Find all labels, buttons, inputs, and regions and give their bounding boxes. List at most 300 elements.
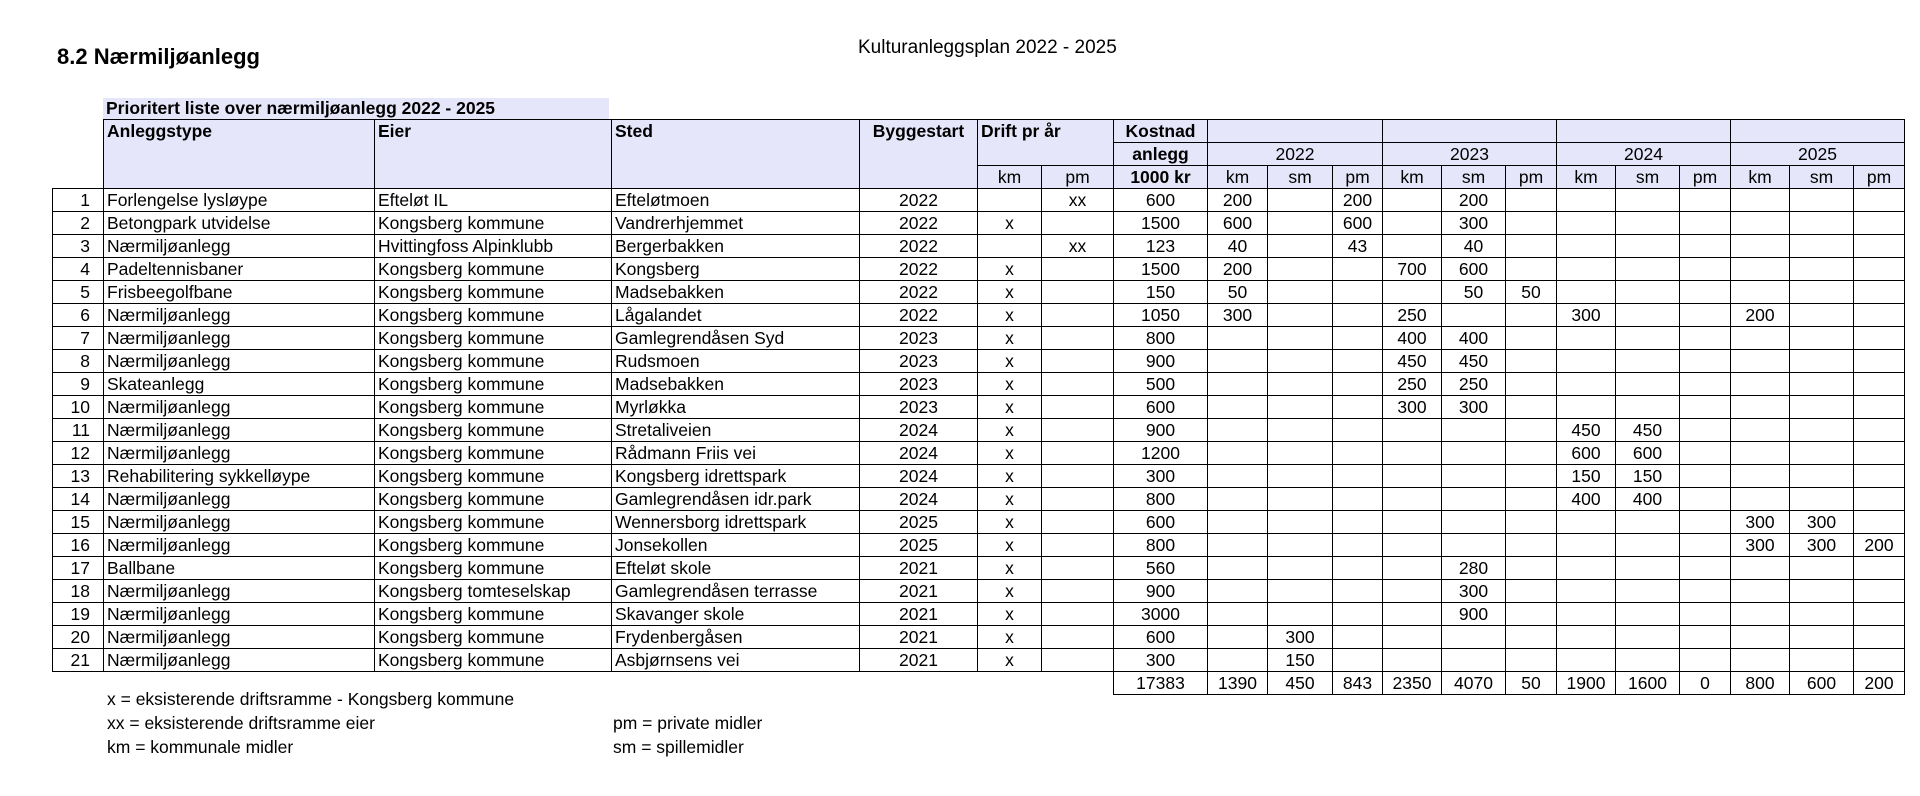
pm-2024-cell	[1680, 327, 1731, 350]
table-row	[53, 281, 1905, 304]
sm-2022-cell	[1268, 350, 1333, 373]
pm-2025-cell	[1854, 258, 1905, 281]
pm-2025-cell	[1854, 304, 1905, 327]
cost-cell: 600	[1114, 189, 1208, 212]
pm-2022-cell	[1333, 465, 1383, 488]
pm-2022-cell	[1333, 350, 1383, 373]
col-header-drift-km: km	[978, 166, 1042, 189]
start-year-cell: 2022	[860, 235, 978, 258]
owner-cell: Kongsberg kommune	[375, 511, 612, 534]
sm-2023-cell: 300	[1442, 580, 1506, 603]
pm-2023-cell	[1506, 534, 1557, 557]
drift-km-cell: x	[978, 465, 1042, 488]
sm-2022-cell	[1268, 534, 1333, 557]
owner-cell: Kongsberg kommune	[375, 212, 612, 235]
pm-2024-cell	[1680, 235, 1731, 258]
cost-cell: 800	[1114, 327, 1208, 350]
table-row	[53, 649, 1905, 672]
table-row	[53, 235, 1905, 258]
pm-2025-cell	[1854, 327, 1905, 350]
sm-2025-cell	[1790, 626, 1854, 649]
sm-2024-cell	[1616, 396, 1680, 419]
total-pm-2025: 200	[1854, 672, 1905, 695]
place-cell: Madsebakken	[612, 373, 860, 396]
table-row	[53, 419, 1905, 442]
km-2025-cell	[1731, 189, 1790, 212]
km-2024-cell	[1557, 511, 1616, 534]
pm-2025-cell	[1854, 603, 1905, 626]
owner-cell: Kongsberg kommune	[375, 281, 612, 304]
cost-cell: 600	[1114, 626, 1208, 649]
pm-2023-cell	[1506, 235, 1557, 258]
drift-pm-cell	[1042, 557, 1114, 580]
pm-2022-cell: 200	[1333, 189, 1383, 212]
pm-2022-cell	[1333, 511, 1383, 534]
start-year-cell: 2021	[860, 580, 978, 603]
pm-2025-cell	[1854, 281, 1905, 304]
sm-2024-cell	[1616, 373, 1680, 396]
type-cell: Nærmiljøanlegg	[104, 603, 375, 626]
km-2023-cell	[1383, 511, 1442, 534]
km-2024-cell	[1557, 212, 1616, 235]
sm-2025-cell	[1790, 580, 1854, 603]
total-km-2024: 1900	[1557, 672, 1616, 695]
drift-pm-cell	[1042, 281, 1114, 304]
km-2022-cell	[1208, 488, 1268, 511]
sm-2022-cell	[1268, 327, 1333, 350]
km-2024-cell	[1557, 327, 1616, 350]
pm-2023-cell	[1506, 442, 1557, 465]
table-row	[53, 442, 1905, 465]
place-cell: Stretaliveien	[612, 419, 860, 442]
pm-2022-cell: 600	[1333, 212, 1383, 235]
pm-2024-cell	[1680, 189, 1731, 212]
km-2022-cell: 200	[1208, 189, 1268, 212]
col-header-km: km	[1383, 166, 1442, 189]
km-2025-cell: 200	[1731, 304, 1790, 327]
table-row	[53, 258, 1905, 281]
row-number: 15	[53, 511, 104, 534]
sm-2025-cell	[1790, 442, 1854, 465]
sm-2023-cell	[1442, 534, 1506, 557]
pm-2024-cell	[1680, 396, 1731, 419]
drift-km-cell: x	[978, 442, 1042, 465]
sm-2024-cell	[1616, 281, 1680, 304]
start-year-cell: 2022	[860, 258, 978, 281]
sm-2023-cell: 300	[1442, 212, 1506, 235]
start-year-cell: 2024	[860, 488, 978, 511]
total-pm-2022: 843	[1333, 672, 1383, 695]
start-year-cell: 2024	[860, 442, 978, 465]
row-number: 17	[53, 557, 104, 580]
km-2023-cell	[1383, 419, 1442, 442]
km-2024-cell	[1557, 534, 1616, 557]
pm-2025-cell	[1854, 189, 1905, 212]
km-2025-cell	[1731, 442, 1790, 465]
km-2023-cell	[1383, 649, 1442, 672]
sm-2022-cell	[1268, 212, 1333, 235]
drift-km-cell: x	[978, 373, 1042, 396]
sm-2025-cell	[1790, 419, 1854, 442]
row-number: 13	[53, 465, 104, 488]
drift-pm-cell	[1042, 534, 1114, 557]
sm-2023-cell	[1442, 442, 1506, 465]
table-row	[53, 534, 1905, 557]
col-header-sm: sm	[1790, 166, 1854, 189]
pm-2025-cell	[1854, 465, 1905, 488]
row-number: 14	[53, 488, 104, 511]
km-2025-cell	[1731, 281, 1790, 304]
km-2022-cell: 50	[1208, 281, 1268, 304]
km-2025-cell	[1731, 557, 1790, 580]
col-header-owner: Eier	[375, 120, 612, 189]
pm-2023-cell	[1506, 626, 1557, 649]
total-sm-2024: 1600	[1616, 672, 1680, 695]
cost-cell: 800	[1114, 534, 1208, 557]
year-spacer	[1208, 120, 1383, 143]
km-2025-cell	[1731, 603, 1790, 626]
km-2025-cell	[1731, 488, 1790, 511]
pm-2023-cell	[1506, 373, 1557, 396]
sm-2024-cell	[1616, 212, 1680, 235]
sm-2025-cell: 300	[1790, 534, 1854, 557]
year-header-2022: 2022	[1208, 143, 1383, 166]
table-row	[53, 488, 1905, 511]
col-header-pm: pm	[1854, 166, 1905, 189]
total-pm-2024: 0	[1680, 672, 1731, 695]
type-cell: Nærmiljøanlegg	[104, 350, 375, 373]
start-year-cell: 2023	[860, 327, 978, 350]
km-2024-cell	[1557, 235, 1616, 258]
drift-pm-cell	[1042, 511, 1114, 534]
col-header-km: km	[1557, 166, 1616, 189]
sm-2023-cell: 200	[1442, 189, 1506, 212]
pm-2024-cell	[1680, 350, 1731, 373]
sm-2024-cell	[1616, 626, 1680, 649]
table-caption: Prioritert liste over nærmiljøanlegg 2022 - 2025	[103, 98, 609, 119]
pm-2022-cell	[1333, 557, 1383, 580]
drift-km-cell	[978, 235, 1042, 258]
type-cell: Nærmiljøanlegg	[104, 626, 375, 649]
document-header: Kulturanleggsplan 2022 - 2025	[858, 37, 1117, 58]
sm-2022-cell: 150	[1268, 649, 1333, 672]
km-2024-cell: 150	[1557, 465, 1616, 488]
pm-2022-cell	[1333, 442, 1383, 465]
total-cost: 17383	[1114, 672, 1208, 695]
sm-2024-cell	[1616, 534, 1680, 557]
pm-2022-cell	[1333, 258, 1383, 281]
legend-pm: pm = private midler	[613, 713, 763, 733]
sm-2022-cell	[1268, 580, 1333, 603]
cost-cell: 600	[1114, 511, 1208, 534]
drift-km-cell: x	[978, 304, 1042, 327]
pm-2023-cell	[1506, 557, 1557, 580]
pm-2024-cell	[1680, 534, 1731, 557]
place-cell: Gamlegrendåsen terrasse	[612, 580, 860, 603]
row-number: 20	[53, 626, 104, 649]
pm-2023-cell	[1506, 419, 1557, 442]
sm-2022-cell	[1268, 488, 1333, 511]
drift-km-cell: x	[978, 396, 1042, 419]
pm-2025-cell	[1854, 396, 1905, 419]
sm-2022-cell	[1268, 304, 1333, 327]
col-header-cost-mid: anlegg	[1114, 143, 1208, 166]
km-2023-cell	[1383, 281, 1442, 304]
km-2023-cell: 250	[1383, 373, 1442, 396]
drift-pm-cell: xx	[1042, 189, 1114, 212]
km-2023-cell: 300	[1383, 396, 1442, 419]
pm-2023-cell	[1506, 304, 1557, 327]
year-header-2023: 2023	[1383, 143, 1557, 166]
pm-2022-cell	[1333, 626, 1383, 649]
start-year-cell: 2022	[860, 212, 978, 235]
sm-2024-cell	[1616, 304, 1680, 327]
index-header	[53, 120, 104, 189]
drift-km-cell: x	[978, 419, 1042, 442]
type-cell: Frisbeegolfbane	[104, 281, 375, 304]
type-cell: Nærmiljøanlegg	[104, 442, 375, 465]
km-2025-cell	[1731, 465, 1790, 488]
owner-cell: Kongsberg kommune	[375, 442, 612, 465]
row-number: 8	[53, 350, 104, 373]
drift-pm-cell: xx	[1042, 235, 1114, 258]
pm-2023-cell	[1506, 350, 1557, 373]
drift-pm-cell	[1042, 258, 1114, 281]
cost-cell: 1050	[1114, 304, 1208, 327]
pm-2022-cell	[1333, 580, 1383, 603]
pm-2023-cell	[1506, 212, 1557, 235]
pm-2022-cell	[1333, 396, 1383, 419]
start-year-cell: 2022	[860, 281, 978, 304]
pm-2024-cell	[1680, 258, 1731, 281]
sm-2024-cell	[1616, 649, 1680, 672]
pm-2024-cell	[1680, 511, 1731, 534]
pm-2023-cell	[1506, 396, 1557, 419]
km-2025-cell	[1731, 350, 1790, 373]
pm-2025-cell	[1854, 488, 1905, 511]
pm-2022-cell	[1333, 534, 1383, 557]
drift-km-cell: x	[978, 488, 1042, 511]
km-2023-cell	[1383, 212, 1442, 235]
pm-2023-cell: 50	[1506, 281, 1557, 304]
place-cell: Asbjørnsens vei	[612, 649, 860, 672]
drift-km-cell: x	[978, 626, 1042, 649]
sm-2025-cell	[1790, 488, 1854, 511]
km-2025-cell	[1731, 212, 1790, 235]
place-cell: Madsebakken	[612, 281, 860, 304]
drift-km-cell: x	[978, 603, 1042, 626]
table-body	[53, 189, 1905, 672]
owner-cell: Kongsberg kommune	[375, 258, 612, 281]
pm-2024-cell	[1680, 304, 1731, 327]
sm-2023-cell: 400	[1442, 327, 1506, 350]
sm-2025-cell	[1790, 189, 1854, 212]
sm-2024-cell	[1616, 511, 1680, 534]
table-row	[53, 557, 1905, 580]
pm-2023-cell	[1506, 258, 1557, 281]
sm-2022-cell	[1268, 396, 1333, 419]
sm-2022-cell	[1268, 442, 1333, 465]
owner-cell: Kongsberg kommune	[375, 557, 612, 580]
sm-2023-cell: 900	[1442, 603, 1506, 626]
pm-2022-cell	[1333, 281, 1383, 304]
type-cell: Nærmiljøanlegg	[104, 304, 375, 327]
table-row	[53, 511, 1905, 534]
table-row	[53, 212, 1905, 235]
sm-2025-cell	[1790, 235, 1854, 258]
km-2024-cell	[1557, 626, 1616, 649]
sm-2024-cell: 600	[1616, 442, 1680, 465]
start-year-cell: 2022	[860, 304, 978, 327]
table-row	[53, 396, 1905, 419]
table-row	[53, 465, 1905, 488]
km-2022-cell: 200	[1208, 258, 1268, 281]
owner-cell: Hvittingfoss Alpinklubb	[375, 235, 612, 258]
legend-km: km = kommunale midler	[107, 737, 294, 757]
pm-2025-cell	[1854, 580, 1905, 603]
facility-table	[52, 119, 1905, 695]
legend-x: x = eksisterende driftsramme - Kongsberg kommune	[107, 689, 515, 709]
drift-km-cell: x	[978, 511, 1042, 534]
owner-cell: Kongsberg kommune	[375, 465, 612, 488]
pm-2025-cell	[1854, 557, 1905, 580]
sm-2025-cell	[1790, 281, 1854, 304]
sm-2023-cell: 300	[1442, 396, 1506, 419]
table-row	[53, 373, 1905, 396]
row-number: 7	[53, 327, 104, 350]
type-cell: Nærmiljøanlegg	[104, 327, 375, 350]
row-number: 19	[53, 603, 104, 626]
sm-2024-cell	[1616, 327, 1680, 350]
km-2024-cell	[1557, 373, 1616, 396]
km-2022-cell	[1208, 350, 1268, 373]
year-spacer	[1557, 120, 1731, 143]
km-2024-cell: 600	[1557, 442, 1616, 465]
col-header-km: km	[1731, 166, 1790, 189]
sm-2022-cell	[1268, 281, 1333, 304]
drift-pm-cell	[1042, 350, 1114, 373]
cost-cell: 150	[1114, 281, 1208, 304]
pm-2023-cell	[1506, 603, 1557, 626]
cost-cell: 900	[1114, 419, 1208, 442]
place-cell: Kongsberg	[612, 258, 860, 281]
km-2025-cell	[1731, 419, 1790, 442]
sm-2023-cell: 450	[1442, 350, 1506, 373]
cost-cell: 1500	[1114, 212, 1208, 235]
km-2025-cell	[1731, 327, 1790, 350]
place-cell: Rudsmoen	[612, 350, 860, 373]
sm-2024-cell	[1616, 557, 1680, 580]
type-cell: Nærmiljøanlegg	[104, 488, 375, 511]
row-number: 5	[53, 281, 104, 304]
km-2022-cell	[1208, 442, 1268, 465]
type-cell: Padeltennisbaner	[104, 258, 375, 281]
pm-2024-cell	[1680, 419, 1731, 442]
place-cell: Jonsekollen	[612, 534, 860, 557]
km-2022-cell	[1208, 373, 1268, 396]
owner-cell: Kongsberg kommune	[375, 534, 612, 557]
col-header-drift: Drift pr år	[978, 120, 1114, 166]
cost-cell: 500	[1114, 373, 1208, 396]
pm-2025-cell	[1854, 373, 1905, 396]
owner-cell: Kongsberg kommune	[375, 488, 612, 511]
pm-2023-cell	[1506, 580, 1557, 603]
km-2022-cell	[1208, 580, 1268, 603]
cost-cell: 600	[1114, 396, 1208, 419]
pm-2022-cell	[1333, 373, 1383, 396]
total-pm-2023: 50	[1506, 672, 1557, 695]
km-2023-cell: 450	[1383, 350, 1442, 373]
drift-pm-cell	[1042, 442, 1114, 465]
sm-2024-cell	[1616, 258, 1680, 281]
place-cell: Efteløtmoen	[612, 189, 860, 212]
sm-2022-cell	[1268, 419, 1333, 442]
km-2024-cell	[1557, 649, 1616, 672]
sm-2022-cell	[1268, 557, 1333, 580]
km-2023-cell	[1383, 465, 1442, 488]
sm-2022-cell	[1268, 511, 1333, 534]
km-2025-cell	[1731, 626, 1790, 649]
cost-cell: 1200	[1114, 442, 1208, 465]
km-2024-cell	[1557, 396, 1616, 419]
total-km-2023: 2350	[1383, 672, 1442, 695]
table-row	[53, 603, 1905, 626]
km-2024-cell	[1557, 281, 1616, 304]
col-header-km: km	[1208, 166, 1268, 189]
start-year-cell: 2021	[860, 649, 978, 672]
sm-2024-cell	[1616, 603, 1680, 626]
drift-km-cell: x	[978, 212, 1042, 235]
pm-2024-cell	[1680, 373, 1731, 396]
pm-2024-cell	[1680, 488, 1731, 511]
year-spacer	[1383, 120, 1557, 143]
col-header-sm: sm	[1616, 166, 1680, 189]
sm-2025-cell	[1790, 212, 1854, 235]
place-cell: Skavanger skole	[612, 603, 860, 626]
type-cell: Nærmiljøanlegg	[104, 534, 375, 557]
row-number: 1	[53, 189, 104, 212]
km-2025-cell	[1731, 396, 1790, 419]
pm-2022-cell	[1333, 327, 1383, 350]
drift-pm-cell	[1042, 465, 1114, 488]
owner-cell: Efteløt IL	[375, 189, 612, 212]
table-row	[53, 327, 1905, 350]
sm-2024-cell: 450	[1616, 419, 1680, 442]
place-cell: Gamlegrendåsen Syd	[612, 327, 860, 350]
row-number: 16	[53, 534, 104, 557]
sm-2024-cell	[1616, 189, 1680, 212]
km-2023-cell: 400	[1383, 327, 1442, 350]
owner-cell: Kongsberg kommune	[375, 419, 612, 442]
start-year-cell: 2025	[860, 534, 978, 557]
sm-2025-cell	[1790, 327, 1854, 350]
pm-2025-cell	[1854, 442, 1905, 465]
col-header-sm: sm	[1268, 166, 1333, 189]
km-2023-cell	[1383, 603, 1442, 626]
start-year-cell: 2023	[860, 373, 978, 396]
pm-2022-cell	[1333, 488, 1383, 511]
drift-pm-cell	[1042, 304, 1114, 327]
sm-2022-cell	[1268, 603, 1333, 626]
table-row	[53, 626, 1905, 649]
drift-pm-cell	[1042, 649, 1114, 672]
pm-2025-cell: 200	[1854, 534, 1905, 557]
row-number: 10	[53, 396, 104, 419]
type-cell: Ballbane	[104, 557, 375, 580]
km-2024-cell	[1557, 350, 1616, 373]
cost-cell: 800	[1114, 488, 1208, 511]
total-km-2025: 800	[1731, 672, 1790, 695]
